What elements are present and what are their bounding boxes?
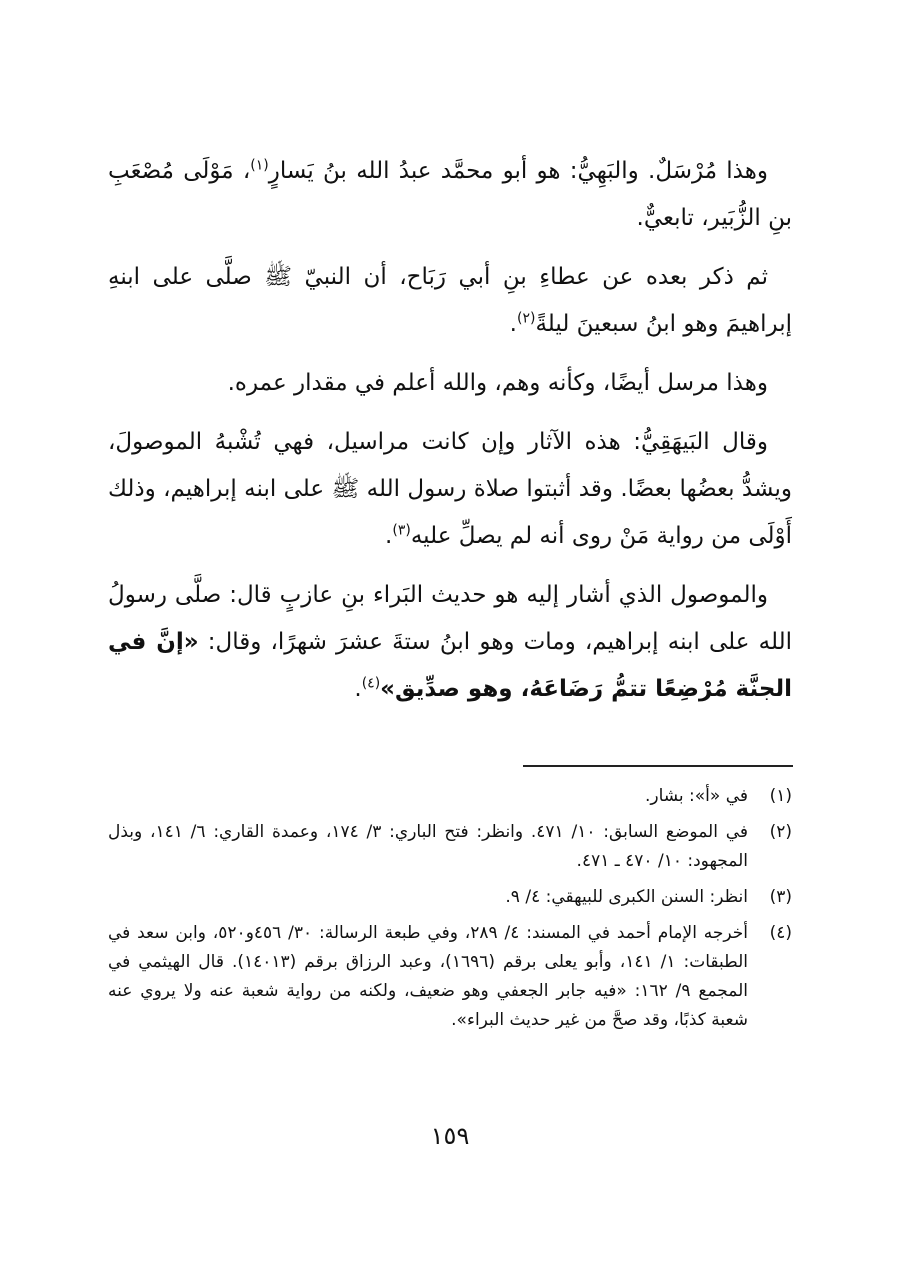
footnote-separator: [523, 765, 793, 767]
footnote-ref-2: (٢): [516, 310, 536, 327]
footnote-number: (٣): [769, 887, 792, 907]
page-number: ١٥٩: [430, 1122, 470, 1150]
paragraph-text: وهذا مُرْسَلٌ. والبَهِيُّ: هو أبو محمَّد عبدُ الله بنُ يَسارٍ: [268, 158, 768, 184]
footnote-text: في «أ»: بشار.: [644, 786, 748, 806]
footnote-text: أخرجه الإمام أحمد في المسند: ٤/ ٢٨٩، وفي طبعة الرسالة: ٣٠/ ٤٥٦و٥٢٠، وابن سعد في الطبقات: ١/ ١٤١، وأبو يعلى برقم (١٦٩٦)، وعبد الرزاق برقم (١٤٠١٣). قال الهيثمي في المجمع ٩/ ١٦٢: «فيه جابر الجعفي وهو ضعيف، ولكنه من رواية شعبة عنه ولا يروي عنه شعبة كذبًا، وقد صحَّ من غير حديث البراء».: [108, 923, 749, 1030]
footnote-number: (٢): [769, 822, 792, 842]
paragraph-text-cont: ، مَوْلَى مُصْعَبِ بنِ الزُّبَير، تابعيٌّ.: [108, 158, 792, 231]
paragraph-3: [108, 360, 792, 407]
paragraph-text-cont: .: [385, 523, 393, 549]
paragraph-4: [108, 419, 792, 560]
footnote-ref-3: (٣): [392, 522, 411, 539]
footnote-ref-1: (١): [250, 157, 269, 174]
footnote-4: [108, 919, 792, 1035]
paragraph-text: والموصول الذي أشار إليه هو حديث البَراء بنِ عازبٍ قال: صلَّى رسولُ الله على ابنه إبراهيم، ومات وهو ابنُ ستةَ عشرَ شهرًا، وقال:: [108, 582, 792, 655]
footnotes: [108, 782, 792, 1042]
footnote-number: (١): [769, 786, 792, 806]
paragraph-1: [108, 148, 792, 242]
paragraph-text: ثم ذكر بعده عن عطاءِ بنِ أبي رَبَاح، أن النبيّ ﷺ صلَّى على ابنهِ إبراهيمَ وهو ابنُ سبعينَ ليلةً: [108, 264, 792, 337]
paragraph-2: [108, 254, 792, 348]
paragraph-text-cont: .: [509, 311, 517, 337]
main-text: [108, 148, 792, 725]
footnote-1: [108, 782, 792, 811]
footnote-text: في الموضع السابق: ١٠/ ٤٧١. وانظر: فتح الباري: ٣/ ١٧٤، وعمدة القاري: ٦/ ١٤١، وبذل المجهود: ١٠/ ٤٧٠ ـ ٤٧١.: [108, 822, 748, 871]
paragraph-text-cont: .: [354, 676, 362, 702]
footnote-ref-4: (٤): [361, 675, 381, 692]
hadith-quote: «إنَّ في الجنَّة مُرْضِعًا تتمُّ رَضَاعَهُ، وهو صدِّيق»: [108, 629, 792, 702]
footnote-number: (٤): [769, 923, 792, 943]
paragraph-5: [108, 572, 792, 713]
footnote-text: انظر: السنن الكبرى للبيهقي: ٤/ ٩.: [505, 887, 748, 907]
footnote-2: [108, 818, 792, 876]
paragraph-text: وقال البَيهَقِيُّ: هذه الآثار وإن كانت مراسيل، فهي تُشْبهُ الموصولَ، ويشدُّ بعضُها بعضًا. وقد أثبتوا صلاة رسول الله ﷺ على ابنه إبراهيم، وذلك أَوْلَى من رواية مَنْ روى أنه لم يصلِّ عليه: [108, 429, 792, 549]
paragraph-text: وهذا مرسل أيضًا، وكأنه وهم، والله أعلم في مقدار عمره.: [227, 370, 768, 396]
footnote-3: [108, 883, 792, 912]
